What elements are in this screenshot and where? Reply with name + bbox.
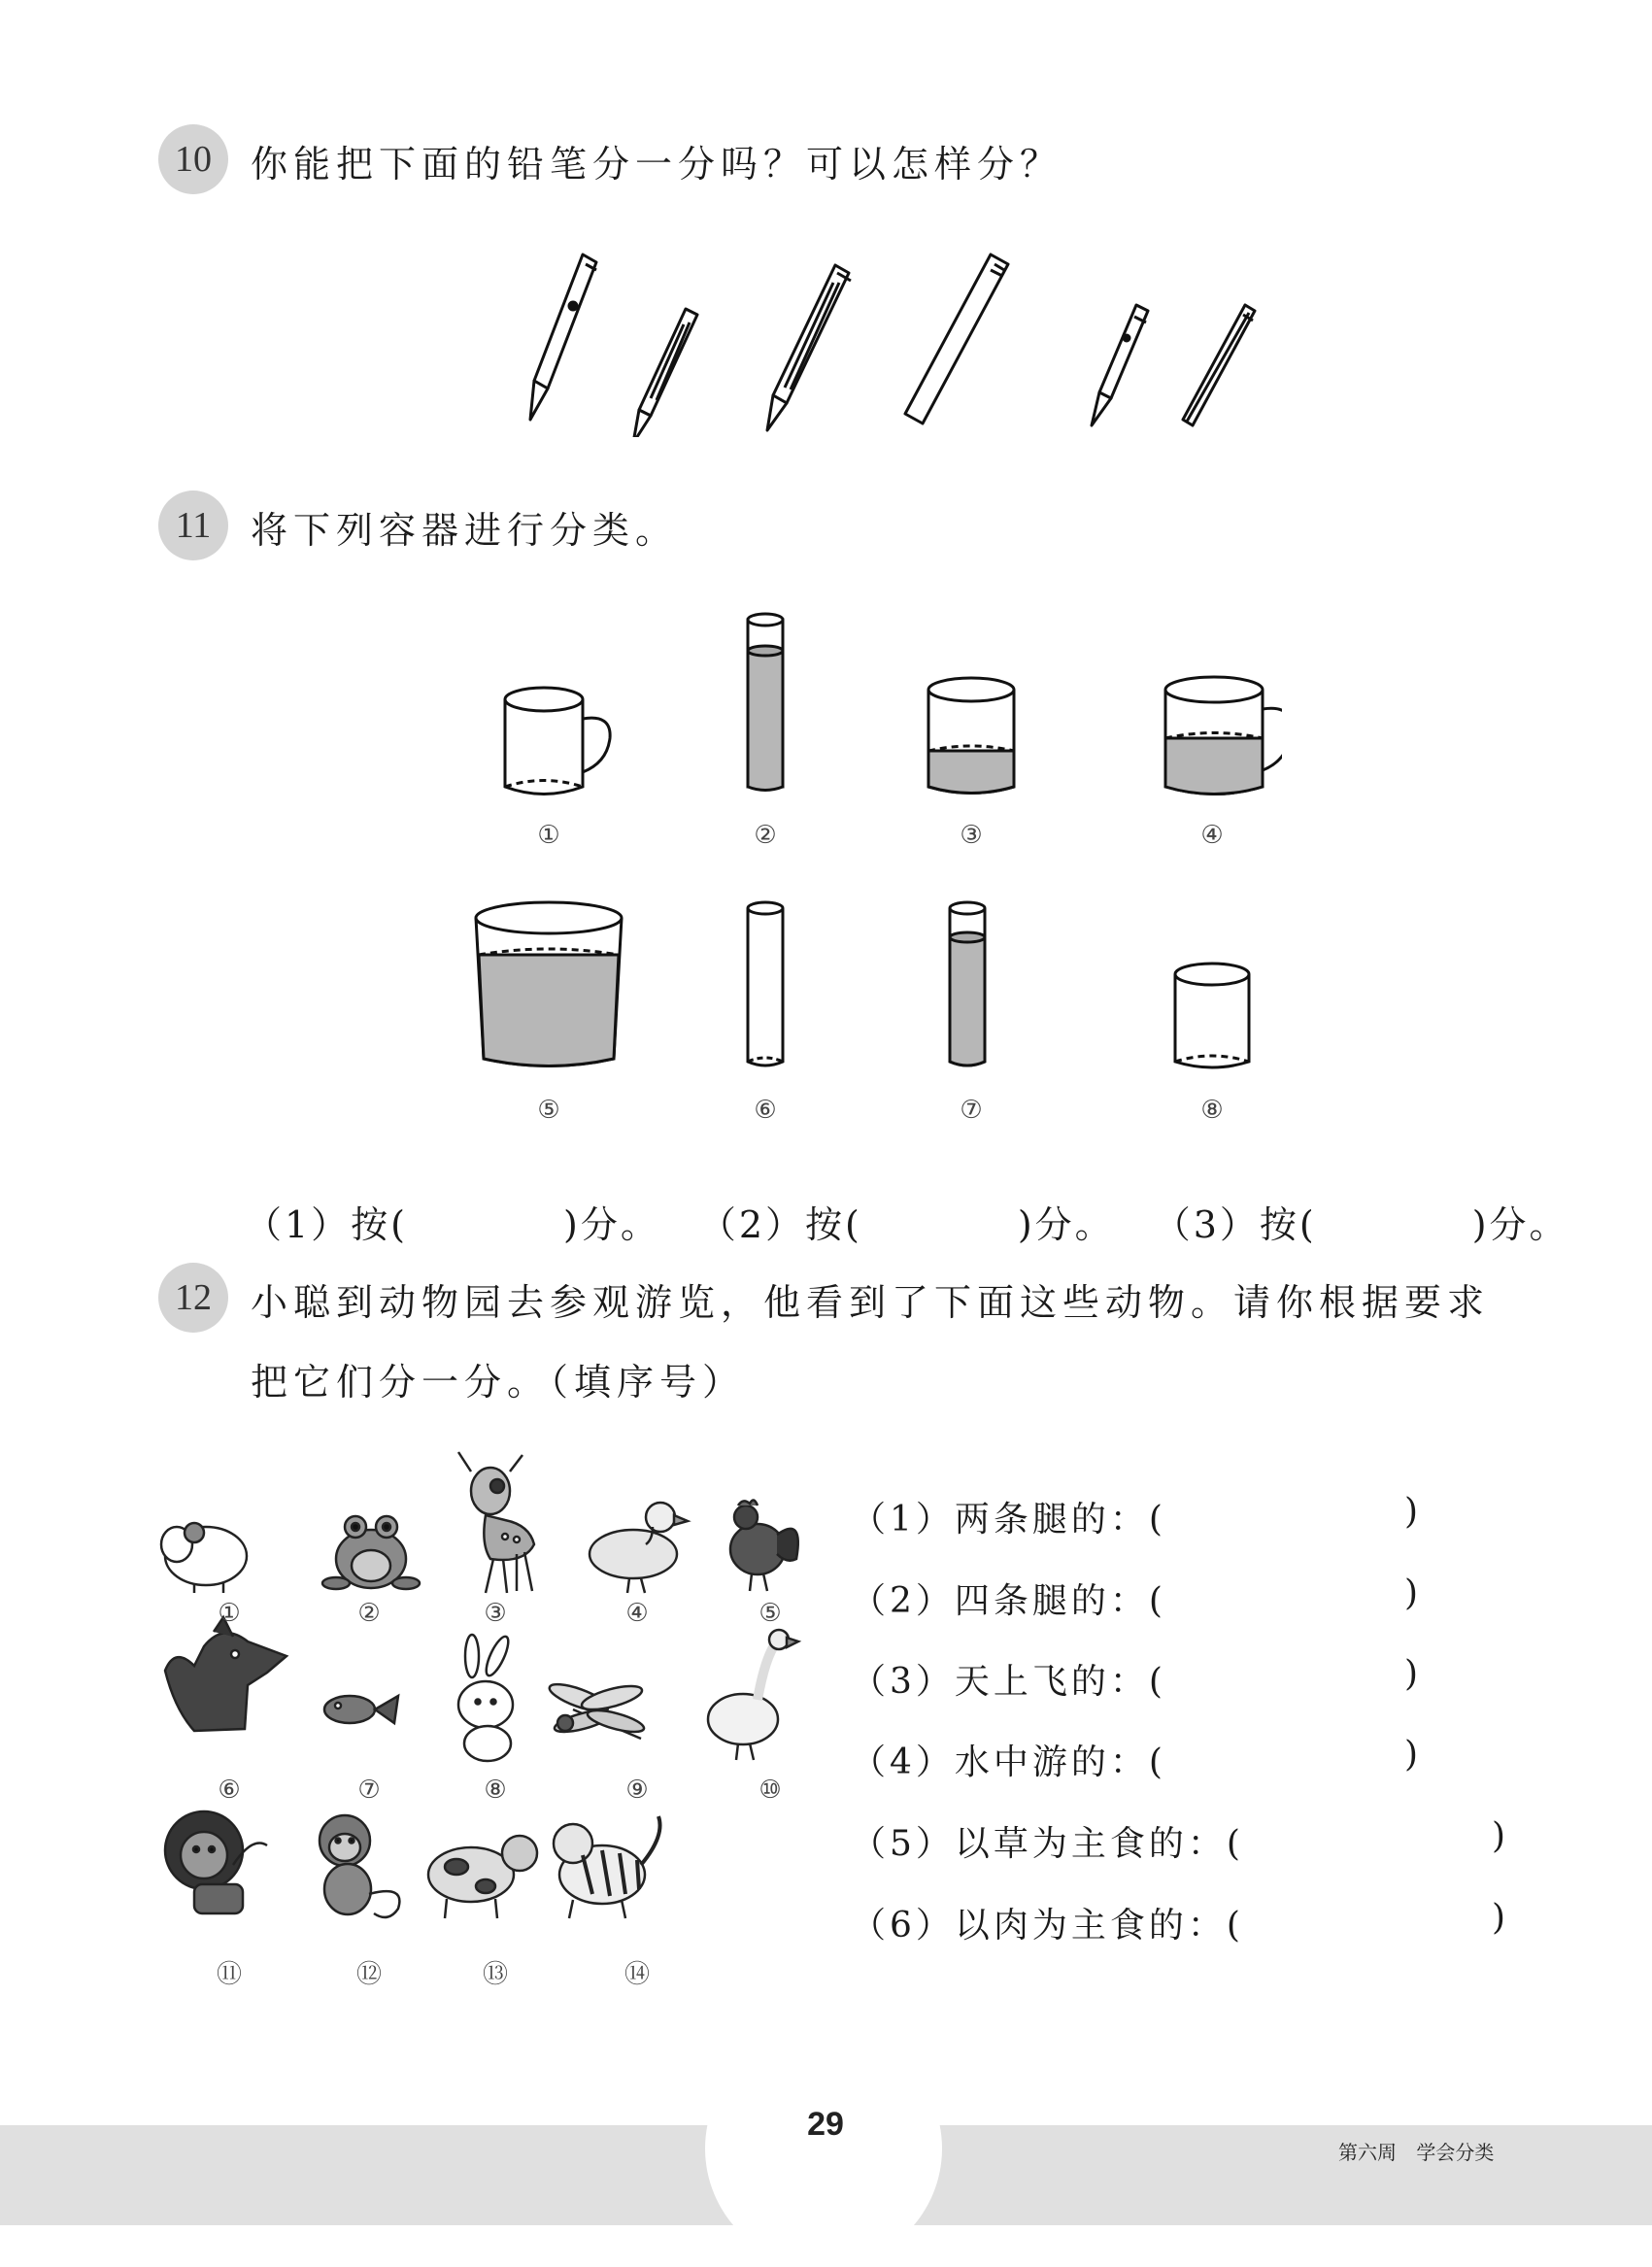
animal-label-4: ④ [625,1599,649,1628]
answer-row-1-label: （1）两条腿的：( [851,1500,1166,1540]
containers-figure [466,607,1282,1132]
answer-row-3[interactable] [851,1654,1433,1704]
animal-label-5: ⑤ [759,1599,782,1628]
animal-label-2: ② [357,1599,381,1628]
animal-9-dragonfly-icon [547,1679,646,1739]
answer-row-1-close: ) [1404,1492,1423,1532]
container-5-big-glass-full [476,902,622,1066]
answer-row-1[interactable] [851,1492,1433,1541]
container-label-7: ⑦ [960,1096,983,1125]
answer-row-3-close: ) [1404,1654,1423,1694]
container-label-2: ② [754,821,777,850]
pencil-6 [1183,305,1255,425]
criteria-1-suffix: )分。 [563,1203,660,1246]
question-number-12: 12 [158,1263,228,1333]
animal-label-9: ⑨ [625,1776,649,1805]
animal-13-cow-icon [428,1836,537,1918]
answer-row-4-label: （4）水中游的：( [851,1743,1166,1782]
pencil-2 [633,309,697,437]
pencil-1 [530,254,596,420]
question-10-text: 你能把下面的铅笔分一分吗？可以怎样分？ [251,143,1063,186]
answer-row-2-label: （2）四条腿的：( [851,1581,1166,1621]
animal-10-goose-icon [708,1630,798,1760]
animal-label-11: ⑪ [216,1960,242,1989]
pencil-5 [1092,305,1148,425]
pencil-3 [767,265,851,430]
animal-1-sheep-icon [161,1523,247,1593]
animals-figure [155,1447,826,1991]
question-12-text-line2: 把它们分一分。（填序号） [251,1361,746,1404]
animal-label-3: ③ [484,1599,507,1628]
animal-label-1: ① [218,1599,241,1628]
animal-11-lion-icon [165,1811,267,1913]
criteria-2-suffix: )分。 [1017,1203,1115,1246]
container-label-8: ⑧ [1200,1096,1224,1125]
container-label-4: ④ [1200,821,1224,850]
chapter-title: 第六周 学会分类 [1338,2141,1495,2164]
criteria-2-prefix: （2）按( [698,1203,862,1246]
answer-row-5-label: （5）以草为主食的：( [851,1824,1244,1864]
animal-12-monkey-icon [320,1815,399,1917]
answer-row-6-close: ) [1492,1898,1510,1938]
criteria-1-prefix: （1）按( [245,1203,409,1246]
criteria-3-suffix: )分。 [1471,1203,1569,1246]
container-4-mug-half [1165,677,1282,795]
animal-7-fish-icon [324,1696,398,1723]
container-label-3: ③ [960,821,983,850]
animal-6-wolf-icon [165,1617,287,1731]
answer-row-2[interactable] [851,1573,1433,1623]
answer-row-4-close: ) [1404,1735,1423,1775]
answer-row-6[interactable] [851,1898,1521,1947]
animal-label-13: ⑬ [482,1960,508,1989]
animal-label-10: ⑩ [759,1776,782,1805]
pencil-4 [905,254,1008,423]
answer-row-6-label: （6）以肉为主食的：( [851,1906,1244,1946]
animal-label-8: ⑧ [484,1776,507,1805]
question-number-10: 10 [158,124,228,194]
footer-page-tab [705,2030,942,2267]
container-label-5: ⑤ [537,1096,560,1125]
answer-row-5-close: ) [1492,1816,1510,1856]
page-number: 29 [807,2106,844,2143]
container-label-1: ① [537,821,560,850]
container-label-6: ⑥ [754,1096,777,1125]
container-8-small-glass-empty [1175,964,1249,1067]
animal-label-7: ⑦ [357,1776,381,1805]
container-3-glass-low [928,678,1014,794]
animal-label-6: ⑥ [218,1776,241,1805]
container-2-tube-full [748,614,783,791]
answer-row-5[interactable] [851,1816,1521,1866]
container-7-tube-full [950,902,985,1066]
criteria-3-prefix: （3）按( [1153,1203,1317,1246]
pencils-figure [476,243,1282,437]
animal-3-deer-icon [458,1452,534,1593]
animal-label-12: ⑫ [355,1960,382,1989]
answer-row-3-label: （3）天上飞的：( [851,1662,1166,1702]
answer-row-2-close: ) [1404,1573,1423,1613]
question-11-text: 将下列容器进行分类。 [251,509,679,552]
animal-14-tiger-icon [554,1816,660,1918]
animal-4-duck-icon [590,1503,688,1593]
question-12-text-line1: 小聪到动物园去参观游览，他看到了下面这些动物。请你根据要求 [251,1281,1491,1324]
container-6-tube-empty [748,902,783,1066]
container-1-mug-empty [505,688,610,795]
animal-label-14: ⑭ [624,1960,650,1989]
question-number-11: 11 [158,491,228,560]
animal-8-rabbit-icon [458,1634,513,1761]
animal-5-rooster-icon [730,1500,798,1591]
classify-criteria-row [245,1195,1569,1248]
answer-row-4[interactable] [851,1735,1433,1784]
animal-2-frog-icon [322,1516,420,1589]
